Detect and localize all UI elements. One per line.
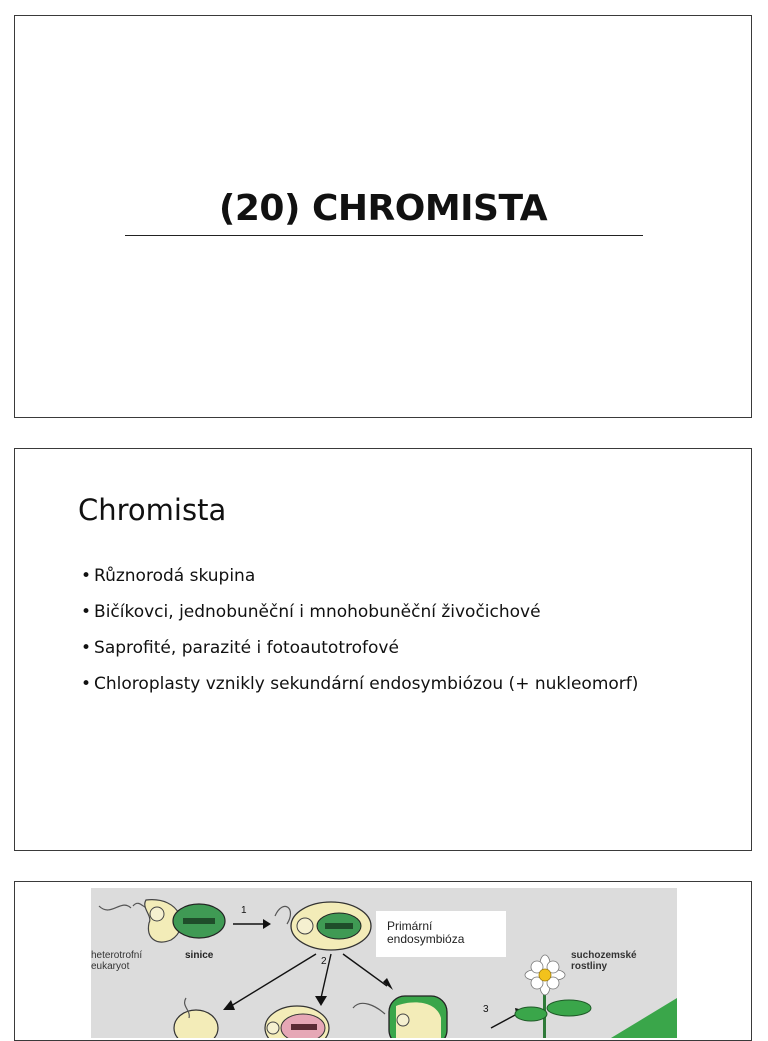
bullet-text: Saprofité, parazité i fotoautotrofové bbox=[94, 638, 399, 658]
slide-heading: Chromista bbox=[78, 493, 227, 527]
algal-cell bbox=[174, 1010, 218, 1038]
content-slide bbox=[14, 448, 752, 851]
bullet-text: Různorodá skupina bbox=[94, 566, 256, 586]
diagram-slide bbox=[14, 881, 752, 1041]
flagellum-line bbox=[275, 906, 290, 924]
ground-shape bbox=[611, 998, 677, 1038]
plant-leaf bbox=[547, 1000, 591, 1016]
flagellum-line bbox=[353, 1003, 385, 1014]
bullet-text: Bičíkovci, jednobuněční i mnohobuněční živočichové bbox=[94, 602, 541, 622]
arrow-line bbox=[343, 954, 387, 986]
arrow-head bbox=[315, 996, 327, 1006]
step-number: 2 bbox=[321, 956, 327, 967]
thylakoid-shape bbox=[183, 918, 215, 924]
endosymbiosis-figure bbox=[91, 888, 677, 1038]
heterotroph-label: heterotrofní eukaryot bbox=[91, 950, 143, 972]
step-number: 3 bbox=[483, 1004, 489, 1015]
step-number: 1 bbox=[241, 905, 247, 916]
thylakoid-shape bbox=[291, 1024, 317, 1030]
bullet-dot: • bbox=[81, 674, 92, 694]
bullet-text: Chloroplasty vznikly sekundární endosymbiózou (+ nukleomorf) bbox=[94, 674, 639, 694]
slide-title: (20) CHROMISTA bbox=[218, 188, 548, 229]
arrow-line bbox=[231, 954, 316, 1006]
bullet-dot: • bbox=[81, 602, 92, 622]
land-plants-label: suchozemské rostliny bbox=[571, 950, 637, 972]
flower-shape bbox=[525, 955, 565, 995]
thylakoid-shape bbox=[325, 923, 353, 929]
nucleus-shape bbox=[150, 907, 164, 921]
title-slide bbox=[14, 15, 752, 418]
arrow-head bbox=[263, 919, 271, 929]
bullet-dot: • bbox=[81, 638, 92, 658]
nucleus-shape bbox=[397, 1014, 409, 1026]
bullet-item bbox=[81, 673, 638, 709]
nucleus-shape bbox=[297, 918, 313, 934]
bullet-list bbox=[81, 565, 638, 709]
bullet-item bbox=[81, 565, 638, 601]
plant-leaf bbox=[515, 1007, 547, 1021]
arrow-line bbox=[491, 1014, 517, 1028]
bullet-item bbox=[81, 601, 638, 637]
cyanobacterium-label: sinice bbox=[185, 950, 214, 961]
bullet-dot: • bbox=[81, 566, 92, 586]
bullet-item bbox=[81, 637, 638, 673]
primary-endosymbiosis-label: Primární endosymbióza bbox=[387, 919, 465, 946]
title-underline bbox=[125, 235, 643, 236]
flagellum-line bbox=[99, 905, 131, 910]
